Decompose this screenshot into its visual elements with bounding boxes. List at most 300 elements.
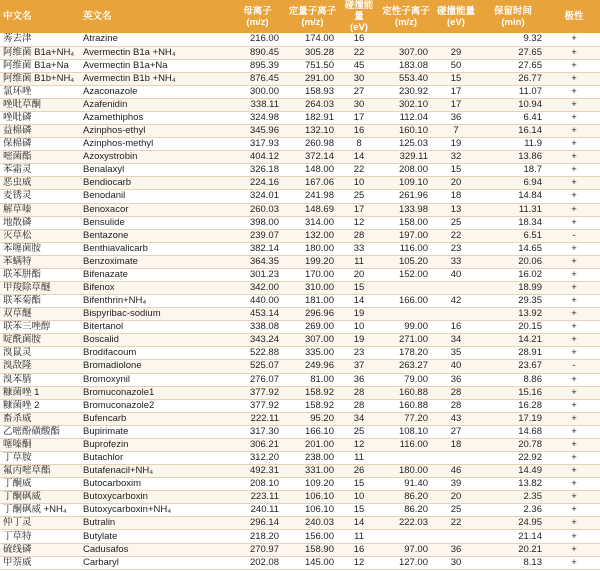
cell-english-name: Carbaryl <box>80 556 230 569</box>
cell-qual-ion: 263.27 <box>378 360 434 373</box>
cell-retention-time: 14.68 <box>478 425 548 438</box>
cell-chinese-name: 丁草胺 <box>0 452 80 465</box>
cell-chinese-name: 氟丙嘧草酯 <box>0 465 80 478</box>
cell-qual-ion: 86.20 <box>378 491 434 504</box>
cell-qual-ion: 116.00 <box>378 242 434 255</box>
header-polarity: 极性 <box>564 11 584 22</box>
cell-polarity: + <box>548 530 600 543</box>
cell-collision-energy-2: 25 <box>434 216 478 229</box>
header-row <box>0 0 600 33</box>
cell-qual-ion: 108.10 <box>378 425 434 438</box>
cell-quant-ion: 199.20 <box>285 255 340 268</box>
cell-english-name: Benoxacor <box>80 203 230 216</box>
table-row <box>0 308 600 321</box>
cell-polarity: + <box>548 412 600 425</box>
cell-polarity: + <box>548 386 600 399</box>
cell-chinese-name: 丁草特 <box>0 530 80 543</box>
cell-precursor-ion: 222.11 <box>230 412 285 425</box>
cell-collision-energy-1: 30 <box>340 72 378 85</box>
cell-qual-ion: 158.00 <box>378 216 434 229</box>
cell-collision-energy-1: 16 <box>340 33 378 46</box>
cell-polarity: + <box>548 438 600 451</box>
cell-polarity: + <box>548 373 600 386</box>
cell-polarity: + <box>548 255 600 268</box>
cell-retention-time: 8.86 <box>478 373 548 386</box>
cell-quant-ion: 264.03 <box>285 98 340 111</box>
cell-retention-time: 11.07 <box>478 85 548 98</box>
cell-quant-ion: 158.92 <box>285 399 340 412</box>
cell-precursor-ion: 300.00 <box>230 85 285 98</box>
cell-qual-ion: 307.00 <box>378 46 434 59</box>
cell-english-name: Butocarboxim <box>80 478 230 491</box>
cell-retention-time: 27.65 <box>478 46 548 59</box>
cell-precursor-ion: 224.16 <box>230 177 285 190</box>
cell-precursor-ion: 202.08 <box>230 556 285 569</box>
cell-retention-time: 21.14 <box>478 530 548 543</box>
cell-collision-energy-2: 27 <box>434 425 478 438</box>
cell-qual-ion <box>378 33 434 46</box>
cell-precursor-ion: 218.20 <box>230 530 285 543</box>
cell-collision-energy-2: 15 <box>434 72 478 85</box>
cell-retention-time: 28.91 <box>478 347 548 360</box>
cell-chinese-name: 莠去津 <box>0 33 80 46</box>
cell-collision-energy-2: 16 <box>434 321 478 334</box>
cell-collision-energy-1: 19 <box>340 334 378 347</box>
cell-collision-energy-1: 34 <box>340 412 378 425</box>
table-row <box>0 347 600 360</box>
cell-collision-energy-1: 14 <box>340 295 378 308</box>
cell-english-name: Bromuconazole1 <box>80 386 230 399</box>
cell-quant-ion: 331.00 <box>285 465 340 478</box>
cell-english-name: Bifenox <box>80 281 230 294</box>
cell-collision-energy-2: 43 <box>434 412 478 425</box>
table-row <box>0 452 600 465</box>
cell-qual-ion: 329.11 <box>378 151 434 164</box>
cell-quant-ion: 335.00 <box>285 347 340 360</box>
table-row <box>0 438 600 451</box>
cell-collision-energy-1: 20 <box>340 268 378 281</box>
cell-precursor-ion: 404.12 <box>230 151 285 164</box>
table-row <box>0 46 600 59</box>
cell-chinese-name: 噻嗪酮 <box>0 438 80 451</box>
cell-english-name: Benzoximate <box>80 255 230 268</box>
cell-chinese-name: 丁酮砜威 <box>0 491 80 504</box>
cell-collision-energy-2: 28 <box>434 399 478 412</box>
cell-collision-energy-2: 33 <box>434 255 478 268</box>
cell-collision-energy-2: 32 <box>434 151 478 164</box>
cell-polarity: - <box>548 360 600 373</box>
cell-retention-time: 24.95 <box>478 517 548 530</box>
cell-collision-energy-1: 10 <box>340 491 378 504</box>
table-row <box>0 425 600 438</box>
cell-collision-energy-2: 19 <box>434 138 478 151</box>
cell-qual-ion: 160.88 <box>378 399 434 412</box>
cell-polarity: + <box>548 33 600 46</box>
cell-polarity: - <box>548 229 600 242</box>
cell-precursor-ion: 208.10 <box>230 478 285 491</box>
cell-qual-ion: 271.00 <box>378 334 434 347</box>
cell-english-name: Benodanil <box>80 190 230 203</box>
cell-quant-ion: 106.10 <box>285 504 340 517</box>
header-chinese-name: 中文名 <box>3 11 32 22</box>
cell-chinese-name: 阿维菌 B1a+Na <box>0 59 80 72</box>
cell-collision-energy-2: 25 <box>434 504 478 517</box>
cell-precursor-ion: 223.11 <box>230 491 285 504</box>
cell-precursor-ion: 343.24 <box>230 334 285 347</box>
cell-polarity: + <box>548 334 600 347</box>
cell-qual-ion: 97.00 <box>378 543 434 556</box>
cell-qual-ion: 180.00 <box>378 465 434 478</box>
cell-chinese-name: 阿维菌 B1b+NH₄ <box>0 72 80 85</box>
cell-english-name: Butoxycarboxin <box>80 491 230 504</box>
cell-collision-energy-2: 28 <box>434 386 478 399</box>
cell-chinese-name: 恶虫威 <box>0 177 80 190</box>
cell-retention-time: 9.32 <box>478 33 548 46</box>
cell-english-name: Butralin <box>80 517 230 530</box>
cell-polarity: + <box>548 321 600 334</box>
cell-collision-energy-1: 11 <box>340 452 378 465</box>
cell-chinese-name: 苯噻菌胺 <box>0 242 80 255</box>
cell-precursor-ion: 276.07 <box>230 373 285 386</box>
cell-quant-ion: 158.90 <box>285 543 340 556</box>
cell-collision-energy-1: 17 <box>340 111 378 124</box>
cell-english-name: Bitertanol <box>80 321 230 334</box>
cell-collision-energy-2: 18 <box>434 190 478 203</box>
header-retention-time: 保留时间 (min) <box>493 5 532 28</box>
cell-polarity: + <box>548 98 600 111</box>
cell-collision-energy-1: 36 <box>340 373 378 386</box>
table-row <box>0 190 600 203</box>
cell-qual-ion: 230.92 <box>378 85 434 98</box>
table-row <box>0 177 600 190</box>
cell-collision-energy-1: 22 <box>340 164 378 177</box>
cell-chinese-name: 溴苯腈 <box>0 373 80 386</box>
cell-quant-ion: 291.00 <box>285 72 340 85</box>
cell-chinese-name: 溴敌隆 <box>0 360 80 373</box>
cell-precursor-ion: 382.14 <box>230 242 285 255</box>
cell-retention-time: 2.35 <box>478 491 548 504</box>
cell-chinese-name: 联苯菊酯 <box>0 295 80 308</box>
cell-chinese-name: 乙嘧酚磺酸酯 <box>0 425 80 438</box>
cell-qual-ion: 152.00 <box>378 268 434 281</box>
table-row <box>0 138 600 151</box>
cell-quant-ion: 158.93 <box>285 85 340 98</box>
cell-precursor-ion: 895.39 <box>230 59 285 72</box>
header-collision-energy-2: 碰撞能量 (eV) <box>436 5 475 28</box>
table-row <box>0 59 600 72</box>
cell-english-name: Azinphos-ethyl <box>80 125 230 138</box>
cell-collision-energy-1: 26 <box>340 465 378 478</box>
cell-collision-energy-1: 12 <box>340 216 378 229</box>
cell-retention-time: 13.92 <box>478 308 548 321</box>
cell-collision-energy-1: 28 <box>340 399 378 412</box>
cell-polarity: + <box>548 543 600 556</box>
cell-collision-energy-1: 45 <box>340 59 378 72</box>
cell-retention-time: 6.51 <box>478 229 548 242</box>
cell-qual-ion: 222.03 <box>378 517 434 530</box>
table-row <box>0 33 600 46</box>
cell-polarity: + <box>548 504 600 517</box>
cell-collision-energy-2: 50 <box>434 59 478 72</box>
cell-quant-ion: 201.00 <box>285 438 340 451</box>
cell-chinese-name: 保棉磷 <box>0 138 80 151</box>
cell-retention-time: 14.65 <box>478 242 548 255</box>
cell-quant-ion: 241.98 <box>285 190 340 203</box>
cell-polarity: + <box>548 59 600 72</box>
cell-retention-time: 18.99 <box>478 281 548 294</box>
cell-chinese-name: 畜杀威 <box>0 412 80 425</box>
cell-quant-ion: 307.00 <box>285 334 340 347</box>
cell-collision-energy-2: 7 <box>434 125 478 138</box>
cell-precursor-ion: 326.18 <box>230 164 285 177</box>
cell-quant-ion: 148.69 <box>285 203 340 216</box>
cell-collision-energy-1: 12 <box>340 556 378 569</box>
cell-quant-ion: 238.00 <box>285 452 340 465</box>
cell-quant-ion: 314.00 <box>285 216 340 229</box>
cell-collision-energy-2: 36 <box>434 111 478 124</box>
table-row <box>0 111 600 124</box>
table-row <box>0 281 600 294</box>
cell-polarity: + <box>548 556 600 569</box>
cell-chinese-name: 丁酮威 <box>0 478 80 491</box>
cell-collision-energy-1: 16 <box>340 543 378 556</box>
cell-collision-energy-1: 23 <box>340 347 378 360</box>
cell-english-name: Azaconazole <box>80 85 230 98</box>
cell-retention-time: 14.21 <box>478 334 548 347</box>
cell-collision-energy-2: 22 <box>434 229 478 242</box>
cell-polarity: + <box>548 203 600 216</box>
cell-english-name: Bentazone <box>80 229 230 242</box>
cell-retention-time: 20.06 <box>478 255 548 268</box>
cell-english-name: Azinphos-methyl <box>80 138 230 151</box>
table-row <box>0 72 600 85</box>
cell-english-name: Bendiocarb <box>80 177 230 190</box>
cell-english-name: Azafenidin <box>80 98 230 111</box>
cell-collision-energy-1: 27 <box>340 85 378 98</box>
cell-collision-energy-1: 11 <box>340 530 378 543</box>
cell-collision-energy-2: 40 <box>434 360 478 373</box>
cell-precursor-ion: 324.01 <box>230 190 285 203</box>
cell-collision-energy-2: 18 <box>434 438 478 451</box>
cell-english-name: Butoxycarboxin+NH₄ <box>80 504 230 517</box>
cell-quant-ion: 109.20 <box>285 478 340 491</box>
cell-quant-ion: 269.00 <box>285 321 340 334</box>
cell-collision-energy-1: 28 <box>340 229 378 242</box>
table-row <box>0 255 600 268</box>
cell-quant-ion: 158.92 <box>285 386 340 399</box>
cell-collision-energy-1: 25 <box>340 190 378 203</box>
cell-quant-ion: 182.91 <box>285 111 340 124</box>
cell-polarity: + <box>548 478 600 491</box>
cell-english-name: Butachlor <box>80 452 230 465</box>
cell-retention-time: 2.36 <box>478 504 548 517</box>
cell-precursor-ion: 260.03 <box>230 203 285 216</box>
table-row <box>0 268 600 281</box>
cell-polarity: + <box>548 177 600 190</box>
cell-chinese-name: 硫线磷 <box>0 543 80 556</box>
cell-quant-ion: 170.00 <box>285 268 340 281</box>
cell-quant-ion: 81.00 <box>285 373 340 386</box>
cell-qual-ion: 112.04 <box>378 111 434 124</box>
cell-polarity: + <box>548 281 600 294</box>
cell-quant-ion: 106.10 <box>285 491 340 504</box>
cell-quant-ion: 296.96 <box>285 308 340 321</box>
cell-polarity: + <box>548 111 600 124</box>
cell-polarity: + <box>548 399 600 412</box>
cell-retention-time: 26.77 <box>478 72 548 85</box>
cell-precursor-ion: 239.07 <box>230 229 285 242</box>
cell-qual-ion: 79.00 <box>378 373 434 386</box>
cell-qual-ion: 109.10 <box>378 177 434 190</box>
cell-english-name: Avermectin B1b +NH₄ <box>80 72 230 85</box>
table-row <box>0 491 600 504</box>
cell-precursor-ion: 296.14 <box>230 517 285 530</box>
cell-collision-energy-1: 11 <box>340 255 378 268</box>
cell-polarity: + <box>548 216 600 229</box>
cell-collision-energy-1: 25 <box>340 425 378 438</box>
cell-polarity: + <box>548 425 600 438</box>
cell-precursor-ion: 492.31 <box>230 465 285 478</box>
cell-quant-ion: 260.98 <box>285 138 340 151</box>
cell-collision-energy-1: 8 <box>340 138 378 151</box>
cell-collision-energy-2: 46 <box>434 465 478 478</box>
cell-qual-ion: 208.00 <box>378 164 434 177</box>
cell-precursor-ion: 522.88 <box>230 347 285 360</box>
cell-precursor-ion: 240.11 <box>230 504 285 517</box>
cell-polarity: + <box>548 452 600 465</box>
cell-collision-energy-1: 15 <box>340 281 378 294</box>
cell-qual-ion: 86.20 <box>378 504 434 517</box>
cell-chinese-name: 唑吡磷 <box>0 111 80 124</box>
table-row <box>0 360 600 373</box>
cell-retention-time: 16.02 <box>478 268 548 281</box>
header-qual-ion: 定性子离子 (m/z) <box>382 5 430 28</box>
cell-chinese-name: 唑吡草酮 <box>0 98 80 111</box>
cell-chinese-name: 糠菌唑 1 <box>0 386 80 399</box>
cell-chinese-name: 苯螨特 <box>0 255 80 268</box>
cell-english-name: Azoxystrobin <box>80 151 230 164</box>
table-row <box>0 164 600 177</box>
cell-collision-energy-2: 36 <box>434 543 478 556</box>
cell-chinese-name: 啶酰菌胺 <box>0 334 80 347</box>
cell-collision-energy-2 <box>434 308 478 321</box>
cell-qual-ion: 91.40 <box>378 478 434 491</box>
cell-english-name: Bupirimate <box>80 425 230 438</box>
cell-collision-energy-2 <box>434 452 478 465</box>
cell-retention-time: 15.16 <box>478 386 548 399</box>
cell-precursor-ion: 398.00 <box>230 216 285 229</box>
cell-qual-ion: 77.20 <box>378 412 434 425</box>
cell-precursor-ion: 338.08 <box>230 321 285 334</box>
cell-retention-time: 16.28 <box>478 399 548 412</box>
cell-chinese-name: 解草嗪 <box>0 203 80 216</box>
cell-english-name: Cadusafos <box>80 543 230 556</box>
cell-collision-energy-1: 22 <box>340 46 378 59</box>
table-row <box>0 517 600 530</box>
cell-quant-ion: 180.00 <box>285 242 340 255</box>
cell-polarity: + <box>548 242 600 255</box>
cell-polarity: + <box>548 125 600 138</box>
cell-precursor-ion: 216.00 <box>230 33 285 46</box>
cell-chinese-name: 联苯三唑醇 <box>0 321 80 334</box>
cell-precursor-ion: 324.98 <box>230 111 285 124</box>
cell-polarity: + <box>548 268 600 281</box>
header-english-name: 英文名 <box>83 11 112 22</box>
cell-qual-ion: 553.40 <box>378 72 434 85</box>
cell-english-name: Bromuconazole2 <box>80 399 230 412</box>
cell-chinese-name: 灭草松 <box>0 229 80 242</box>
cell-collision-energy-2: 42 <box>434 295 478 308</box>
cell-collision-energy-2: 30 <box>434 556 478 569</box>
cell-quant-ion: 181.00 <box>285 295 340 308</box>
cell-english-name: Bifenthrin+NH₄ <box>80 295 230 308</box>
cell-retention-time: 17.19 <box>478 412 548 425</box>
cell-retention-time: 6.41 <box>478 111 548 124</box>
cell-collision-energy-2 <box>434 530 478 543</box>
cell-chinese-name: 溴鼠灵 <box>0 347 80 360</box>
cell-collision-energy-2 <box>434 33 478 46</box>
cell-english-name: Benalaxyl <box>80 164 230 177</box>
cell-qual-ion <box>378 452 434 465</box>
cell-retention-time: 22.92 <box>478 452 548 465</box>
cell-collision-energy-2: 20 <box>434 491 478 504</box>
cell-precursor-ion: 890.45 <box>230 46 285 59</box>
cell-polarity: + <box>548 72 600 85</box>
cell-english-name: Bromoxynil <box>80 373 230 386</box>
cell-qual-ion: 178.20 <box>378 347 434 360</box>
cell-retention-time: 6.94 <box>478 177 548 190</box>
cell-english-name: Bispyribac-sodium <box>80 308 230 321</box>
cell-quant-ion: 249.96 <box>285 360 340 373</box>
cell-precursor-ion: 377.92 <box>230 386 285 399</box>
cell-collision-energy-2: 29 <box>434 46 478 59</box>
table-body <box>0 33 600 569</box>
cell-polarity: + <box>548 491 600 504</box>
cell-chinese-name: 甲羧除草醚 <box>0 281 80 294</box>
table-row <box>0 556 600 569</box>
table-row <box>0 295 600 308</box>
cell-chinese-name: 阿维菌 B1a+NH₄ <box>0 46 80 59</box>
cell-retention-time: 13.86 <box>478 151 548 164</box>
cell-collision-energy-1: 16 <box>340 125 378 138</box>
cell-english-name: Buprofezin <box>80 438 230 451</box>
cell-quant-ion: 166.10 <box>285 425 340 438</box>
cell-quant-ion: 145.00 <box>285 556 340 569</box>
cell-precursor-ion: 317.93 <box>230 138 285 151</box>
cell-retention-time: 20.15 <box>478 321 548 334</box>
cell-polarity: + <box>548 308 600 321</box>
cell-retention-time: 18.34 <box>478 216 548 229</box>
cell-precursor-ion: 342.00 <box>230 281 285 294</box>
cell-precursor-ion: 338.11 <box>230 98 285 111</box>
cell-collision-energy-2: 35 <box>434 347 478 360</box>
cell-retention-time: 20.21 <box>478 543 548 556</box>
cell-chinese-name: 苯霜灵 <box>0 164 80 177</box>
cell-retention-time: 23.67 <box>478 360 548 373</box>
cell-collision-energy-1: 14 <box>340 151 378 164</box>
cell-qual-ion: 183.08 <box>378 59 434 72</box>
cell-english-name: Bromadiolone <box>80 360 230 373</box>
cell-collision-energy-1: 10 <box>340 177 378 190</box>
cell-english-name: Atrazine <box>80 33 230 46</box>
cell-english-name: Bifenazate <box>80 268 230 281</box>
table-row <box>0 530 600 543</box>
cell-collision-energy-2: 15 <box>434 164 478 177</box>
table-row <box>0 373 600 386</box>
cell-collision-energy-1: 12 <box>340 438 378 451</box>
table-row <box>0 98 600 111</box>
table-row <box>0 242 600 255</box>
